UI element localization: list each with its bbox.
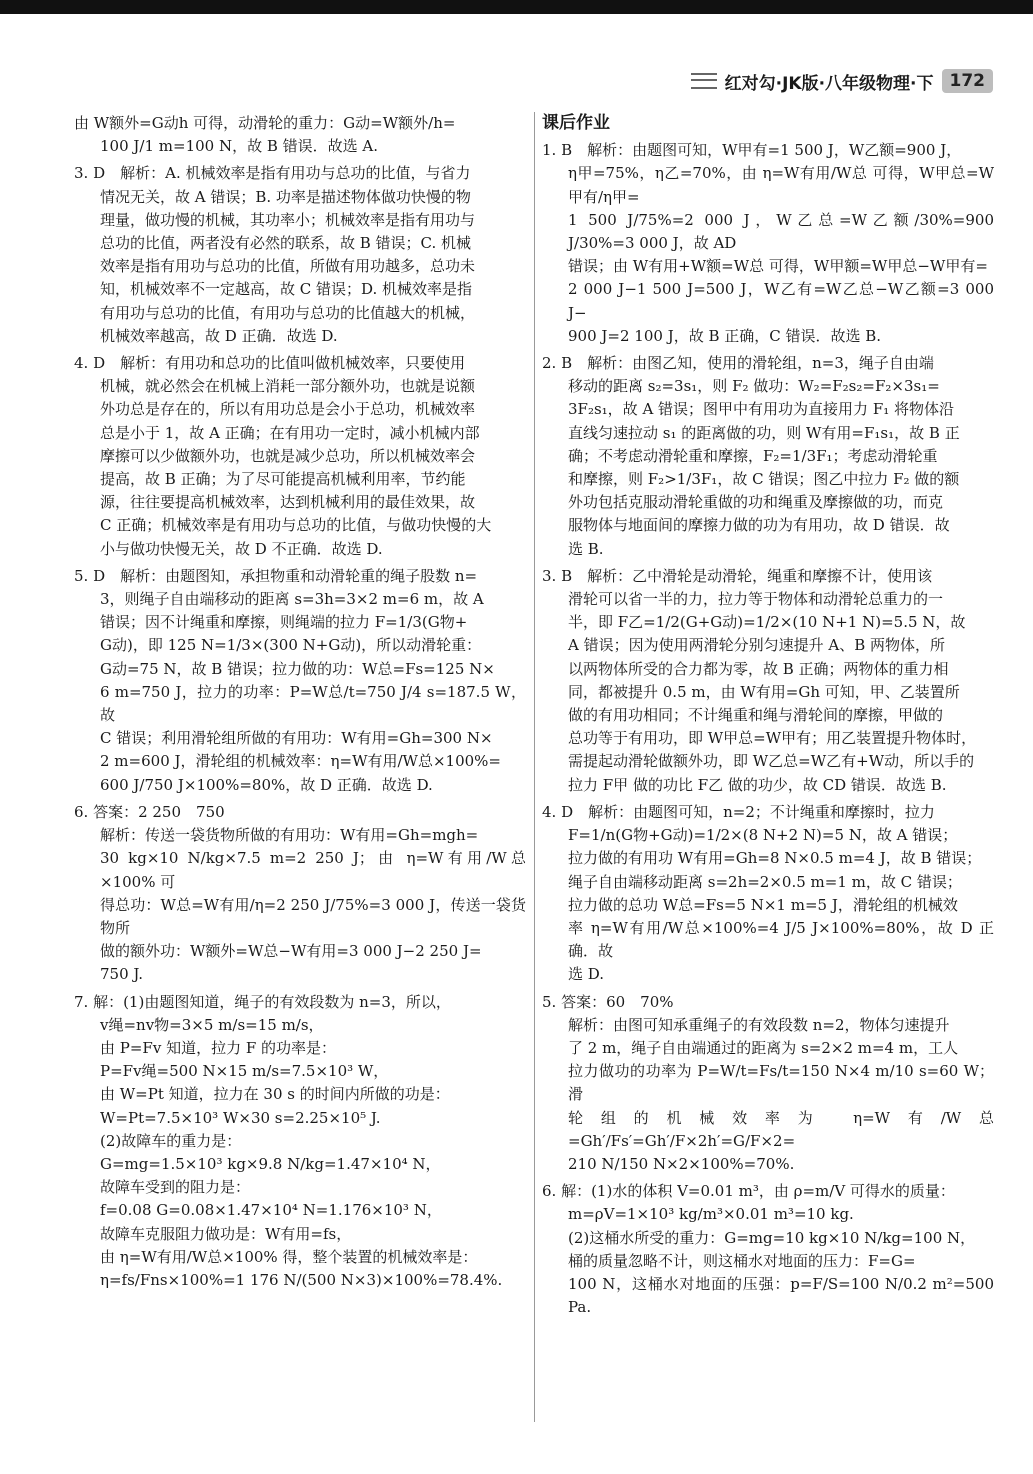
- text-line: (2)这桶水所受的重力：G=mg=10 kg×10 N/kg=100 N，: [568, 1228, 976, 1247]
- text-line: 桶的质量忽略不计，则这桶水对地面的压力：F=G=: [568, 1251, 916, 1270]
- text-line: 源，往往要提高机械效率，达到机械利用的最佳效果，故: [100, 493, 476, 512]
- text-line: P=Fv绳=500 N×15 m/s=7.5×10³ W，: [100, 1062, 389, 1081]
- text-line: 拉力做的总功 W总=Fs=5 N×1 m=5 J，滑轮组的机械效: [568, 895, 958, 914]
- text-line: 机械，就必然会在机械上消耗一部分额外功，也就是说额: [100, 377, 476, 396]
- text-line: 3. B 解析：乙中滑轮是动滑轮，绳重和摩擦不计，使用该: [542, 566, 933, 585]
- text-line: η甲=75%，η乙=70%，由 η=W有用/W总 可得，W甲总=W甲有/η甲=: [568, 164, 994, 206]
- text-line: 900 J=2 100 J，故 B 正确，C 错误．故选 B.: [568, 326, 882, 345]
- text-line: 以两物体所受的合力都为零，故 B 正确；两物体的重力相: [568, 659, 949, 678]
- text-line: 750 J.: [100, 965, 144, 984]
- text-line: 总功的比值，两者没有必然的联系，故 B 错误；C. 机械: [100, 234, 472, 253]
- answer-item: [542, 352, 994, 561]
- answer-item: [542, 801, 994, 987]
- text-line: 轮组的机械效率为 η=W有/W总=Gh′/Fs′=Gh′/F×2h′=G/F×2=: [568, 1108, 994, 1150]
- text-line: 6. 答案：2 250 750: [74, 802, 225, 821]
- text-line: 5. D 解析：由题图知，承担物重和动滑轮重的绳子股数 n=: [74, 566, 478, 585]
- answer-item: [542, 565, 994, 797]
- text-line: 由 P=Fv 知道，拉力 F 的功率是：: [100, 1038, 337, 1057]
- text-line: 3F₂s₁，故 A 错误；图甲中有用功为直接用力 F₁ 将物体沿: [568, 400, 955, 419]
- text-line: 总是小于 1，故 A 正确；在有用功一定时，减小机械内部: [100, 423, 480, 442]
- text-line: 绳子自由端移动距离 s=2h=2×0.5 m=1 m，故 C 错误；: [568, 872, 962, 891]
- text-line: 3，则绳子自由端移动的距离 s=3h=3×2 m=6 m，故 A: [100, 590, 484, 609]
- column-divider: [534, 112, 535, 1422]
- text-line: f=0.08 G=0.08×1.47×10⁴ N=1.176×10³ N，: [100, 1201, 442, 1220]
- answer-item: [74, 162, 526, 348]
- text-line: 拉力做的有用功 W有用=Gh=8 N×0.5 m=4 J，故 B 错误；: [568, 849, 982, 868]
- text-line: 做的有用功相同；不计绳重和绳与滑轮间的摩擦，甲做的: [568, 706, 944, 725]
- text-line: 210 N/150 N×2×100%=70%.: [568, 1154, 795, 1173]
- text-line: 确；不考虑动滑轮重和摩擦，F₂=1/3F₁；考虑动滑轮重: [568, 446, 938, 465]
- text-line: 故障车克服阻力做功是：W有用=fs，: [100, 1224, 352, 1243]
- text-line: 1. B 解析：由题图可知，W甲有=1 500 J，W乙额=900 J，: [542, 141, 962, 160]
- answer-item: [74, 352, 526, 561]
- answer-item: [74, 112, 526, 158]
- page-number: 172: [942, 69, 994, 93]
- answer-item: [74, 991, 526, 1293]
- page-header: [691, 66, 993, 96]
- text-line: m=ρV=1×10³ kg/m³×0.01 m³=10 kg.: [568, 1205, 854, 1224]
- text-line: 错误；由 W有用+W额=W总 可得，W甲额=W甲总−W甲有=: [568, 257, 988, 276]
- answer-item: [74, 801, 526, 987]
- text-line: 错误；因不计绳重和摩擦，则绳端的拉力 F=1/3(G物+: [100, 613, 468, 632]
- text-line: (2)故障车的重力是：: [100, 1131, 242, 1150]
- text-line: 2 000 J−1 500 J=500 J，W乙有=W乙总−W乙额=3 000 J−: [568, 280, 999, 322]
- text-line: 由 W=Pt 知道，拉力在 30 s 的时间内所做的功是：: [100, 1085, 450, 1104]
- header-lines-icon: [691, 73, 717, 89]
- text-line: 30 kg×10 N/kg×7.5 m=2 250 J；由 η=W有用/W总×100% 可: [100, 849, 526, 891]
- left-column: [74, 112, 526, 1296]
- answer-item: [74, 565, 526, 797]
- text-line: 摩擦可以少做额外功，也就是减少总功，所以机械效率会: [100, 446, 476, 465]
- text-line: 6. 解：(1)水的体积 V=0.01 m³，由 ρ=m/V 可得水的质量：: [542, 1182, 955, 1201]
- answer-item: [542, 139, 999, 348]
- text-line: 移动的距离 s₂=3s₁，则 F₂ 做功：W₂=F₂s₂=F₂×3s₁=: [568, 377, 940, 396]
- text-line: 2. B 解析：由图乙知，使用的滑轮组，n=3，绳子自由端: [542, 354, 934, 373]
- text-line: C 错误；利用滑轮组所做的有用功：W有用=Gh=300 N×: [100, 729, 493, 748]
- text-line: 和摩擦，则 F₂>1/3F₁，故 C 错误；图乙中拉力 F₂ 做的额: [568, 470, 960, 489]
- text-line: 由 W额外=G动h 可得，动滑轮的重力：G动=W额外/h=: [74, 114, 456, 132]
- text-line: 效率是指有用功与总功的比值，所做有用功越多，总功未: [100, 257, 476, 276]
- text-line: G动)，即 125 N=1/3×(300 N+G动)，所以动滑轮重：: [100, 636, 482, 655]
- text-line: 100 J/1 m=100 N，故 B 错误．故选 A.: [100, 137, 379, 156]
- text-line: 外功包括克服动滑轮重做的功和绳重及摩擦做的功，而克: [568, 493, 944, 512]
- text-line: 选 B.: [568, 539, 604, 558]
- text-line: 4. D 解析：有用功和总功的比值叫做机械效率，只要使用: [74, 354, 466, 373]
- text-line: η=fs/Fns×100%=1 176 N/(500 N×3)×100%=78.4%.: [100, 1270, 503, 1289]
- text-line: 5. 答案：60 70%: [542, 992, 674, 1011]
- text-line: 1 500 J/75%=2 000 J，W乙总=W乙额/30%=900 J/30%=3 000 J，故 AD: [568, 210, 999, 253]
- text-line: 需提起动滑轮做额外功，即 W乙总=W乙有+W动，所以手的: [568, 752, 975, 771]
- text-line: 知，机械效率不一定越高，故 C 错误；D. 机械效率是指: [100, 280, 473, 299]
- text-line: G=mg=1.5×10³ kg×9.8 N/kg=1.47×10⁴ N，: [100, 1154, 441, 1173]
- text-line: F=1/n(G物+G动)=1/2×(8 N+2 N)=5 N，故 A 错误；: [568, 826, 958, 845]
- right-items: [542, 139, 999, 1319]
- text-line: 情况无关，故 A 错误；B. 功率是描述物体做功快慢的物: [100, 187, 471, 206]
- text-line: 外功总是存在的，所以有用功总是会小于总功，机械效率: [100, 400, 476, 419]
- text-line: 拉力做功的功率为 P=W/t=Fs/t=150 N×4 m/10 s=60 W；滑: [568, 1062, 994, 1104]
- text-line: 4. D 解析：由题图可知，n=2；不计绳重和摩擦时，拉力: [542, 802, 935, 821]
- text-line: 得总功：W总=W有用/η=2 250 J/75%=3 000 J，传送一袋货物所: [100, 895, 526, 937]
- text-line: 3. D 解析：A. 机械效率是指有用功与总功的比值，与省力: [74, 164, 471, 183]
- answer-item: [542, 1180, 999, 1319]
- text-line: 解析：传送一袋货物所做的有用功：W有用=Gh=mgh=: [100, 826, 479, 845]
- text-line: 率 η=W有用/W总×100%=4 J/5 J×100%=80%，故 D 正确．故: [568, 918, 994, 961]
- text-line: 总功等于有用功，即 W甲总=W甲有；用乙装置提升物体时，: [568, 729, 977, 748]
- text-line: 解析：由图可知承重绳子的有效段数 n=2，物体匀速提升: [568, 1015, 950, 1034]
- text-line: 小与做功快慢无关，故 D 不正确．故选 D.: [100, 539, 383, 558]
- text-line: v绳=nv物=3×5 m/s=15 m/s，: [100, 1015, 324, 1034]
- text-line: 有用功与总功的比值，有用功与总功的比值越大的机械，: [100, 303, 476, 322]
- right-column: [542, 112, 999, 1323]
- text-line: 做的额外功：W额外=W总−W有用=3 000 J−2 250 J=: [100, 942, 482, 961]
- text-line: 服物体与地面间的摩擦力做的功为有用功，故 D 错误．故: [568, 516, 950, 535]
- text-line: 故障车受到的阻力是：: [100, 1178, 251, 1197]
- text-line: 同，都被提升 0.5 m，由 W有用=Gh 可知，甲、乙装置所: [568, 682, 960, 701]
- text-line: 600 J/750 J×100%=80%，故 D 正确．故选 D.: [100, 775, 433, 794]
- section-title: 课后作业: [542, 113, 610, 133]
- text-line: 直线匀速拉动 s₁ 的距离做的功，则 W有用=F₁s₁，故 B 正: [568, 423, 960, 442]
- top-edge-bar: [0, 0, 1033, 14]
- text-line: 2 m=600 J，滑轮组的机械效率：η=W有用/W总×100%=: [100, 752, 501, 771]
- text-line: 7. 解：(1)由题图知道，绳子的有效段数为 n=3，所以，: [74, 992, 451, 1011]
- book-title: 红对勾·JK版·八年级物理·下: [724, 73, 934, 94]
- text-line: 6 m=750 J，拉力的功率：P=W总/t=750 J/4 s=187.5 W，故: [100, 682, 526, 725]
- text-line: C 正确；机械效率是有用功与总功的比值，与做功快慢的大: [100, 516, 492, 535]
- text-line: 选 D.: [568, 965, 605, 984]
- text-line: 由 η=W有用/W总×100% 得，整个装置的机械效率是：: [100, 1247, 478, 1266]
- text-line: 提高，故 B 正确；为了尽可能提高机械利用率，节约能: [100, 470, 466, 489]
- text-line: W=Pt=7.5×10³ W×30 s=2.25×10⁵ J.: [100, 1108, 381, 1127]
- text-line: 理量，做功慢的机械，其功率小；机械效率是指有用功与: [100, 210, 476, 229]
- text-line: 拉力 F甲 做的功比 F乙 做的功少，故 CD 错误．故选 B.: [568, 775, 947, 794]
- answer-item: [542, 991, 994, 1177]
- text-line: A 错误；因为使用两滑轮分别匀速提升 A、B 两物体，所: [568, 636, 945, 655]
- text-line: G动=75 N，故 B 错误；拉力做的功：W总=Fs=125 N×: [100, 659, 495, 678]
- text-line: 了 2 m，绳子自由端通过的距离为 s=2×2 m=4 m，工人: [568, 1038, 959, 1057]
- text-line: 半，即 F乙=1/2(G+G动)=1/2×(10 N+1 N)=5.5 N，故: [568, 613, 966, 632]
- text-line: 100 N，这桶水对地面的压强：p=F/S=100 N/0.2 m²=500 Pa.: [568, 1274, 999, 1317]
- text-line: 滑轮可以省一半的力，拉力等于物体和动滑轮总重力的一: [568, 590, 944, 609]
- text-line: 机械效率越高，故 D 正确．故选 D.: [100, 326, 338, 345]
